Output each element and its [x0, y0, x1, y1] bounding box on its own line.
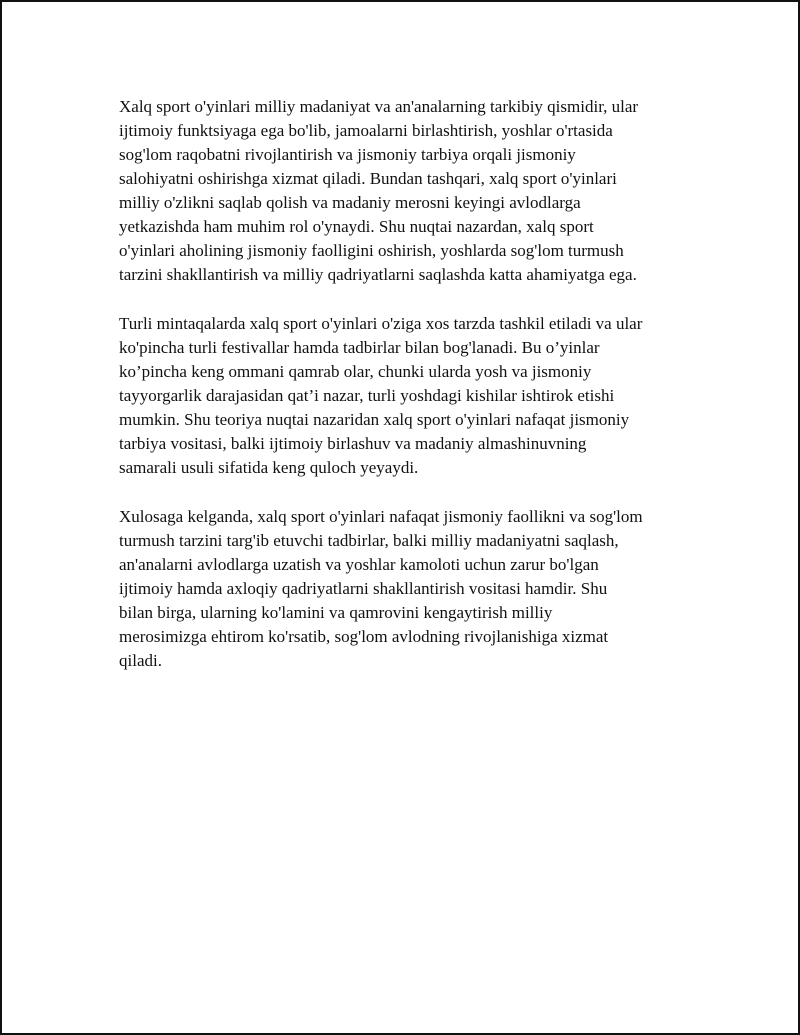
- paragraph-line: mumkin. Shu teoriya nuqtai nazaridan xalq sport o'yinlari nafaqat jismoniy: [119, 410, 630, 429]
- paragraph-1: [119, 95, 694, 287]
- paragraph-line: o'yinlari aholining jismoniy faolligini oshirish, yoshlarda sog'lom turmush: [119, 241, 624, 260]
- paragraph-line: tarzini shakllantirish va milliy qadriyatlarni saqlashda katta ahamiyatga ega.: [119, 265, 637, 284]
- paragraph-line: an'analarni avlodlarga uzatish va yoshlar kamoloti uchun zarur bo'lgan: [119, 555, 599, 574]
- paragraph-line: salohiyatni oshirishga xizmat qiladi. Bundan tashqari, xalq sport o'yinlari: [119, 169, 617, 188]
- paragraph-line: turmush tarzini targ'ib etuvchi tadbirlar, balki milliy madaniyatni saqlash,: [119, 531, 619, 550]
- paragraph-line: yetkazishda ham muhim rol o'ynaydi. Shu nuqtai nazardan, xalq sport: [119, 217, 594, 236]
- paragraph-line: merosimizga ehtirom ko'rsatib, sog'lom avlodning rivojlanishiga xizmat: [119, 627, 609, 646]
- paragraph-line: sog'lom raqobatni rivojlantirish va jismoniy tarbiya orqali jismoniy: [119, 145, 576, 164]
- paragraph-line: ijtimoiy funktsiyaga ega bo'lib, jamoalarni birlashtirish, yoshlar o'rtasida: [119, 121, 613, 140]
- paragraph-line: ko'pincha turli festivallar hamda tadbirlar bilan bog'lanadi. Bu o’yinlar: [119, 338, 600, 357]
- document-body: [119, 95, 694, 698]
- paragraph-line: Turli mintaqalarda xalq sport o'yinlari o'ziga xos tarzda tashkil etiladi va ular: [119, 314, 643, 333]
- paragraph-line: ko’pincha keng ommani qamrab olar, chunki ularda yosh va jismoniy: [119, 362, 592, 381]
- paragraph-3: [119, 505, 694, 673]
- paragraph-2: [119, 312, 694, 480]
- paragraph-line: milliy o'zlikni saqlab qolish va madaniy merosni keyingi avlodlarga: [119, 193, 581, 212]
- paragraph-line: samarali usuli sifatida keng quloch yeyaydi.: [119, 458, 419, 477]
- paragraph-line: qiladi.: [119, 651, 162, 670]
- paragraph-line: ijtimoiy hamda axloqiy qadriyatlarni shakllantirish vositasi hamdir. Shu: [119, 579, 608, 598]
- paragraph-line: tarbiya vositasi, balki ijtimoiy birlashuv va madaniy almashinuvning: [119, 434, 587, 453]
- paragraph-line: tayyorgarlik darajasidan qat’i nazar, turli yoshdagi kishilar ishtirok etishi: [119, 386, 615, 405]
- paragraph-line: bilan birga, ularning ko'lamini va qamrovini kengaytirish milliy: [119, 603, 553, 622]
- paragraph-line: Xulosaga kelganda, xalq sport o'yinlari nafaqat jismoniy faollikni va sog'lom: [119, 507, 643, 526]
- paragraph-line: Xalq sport o'yinlari milliy madaniyat va an'analarning tarkibiy qismidir, ular: [119, 97, 639, 116]
